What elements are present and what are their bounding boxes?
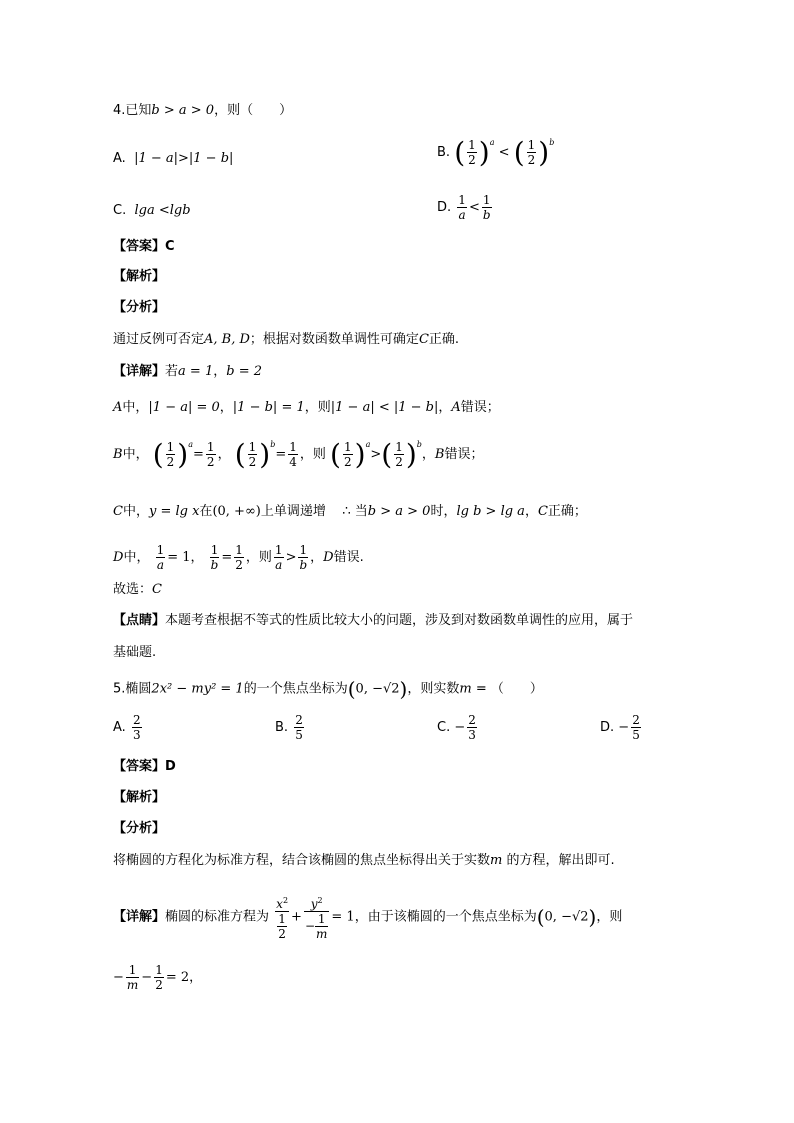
q5-option-c: [437, 713, 479, 742]
option-expr: |1 − a|>|1 − b|: [134, 151, 234, 166]
q4-option-a: [113, 150, 233, 168]
q5-option-b: [275, 713, 306, 742]
text: 将椭圆的方程化为标准方程，结合该椭圆的焦点坐标得出关于实数: [113, 853, 491, 868]
q5-detail: 【详解】椭圆的标准方程为 $\frac{x^2}{\frac{1}{2}}$ + $y^2$ − $\frac{1}{m}$ = 1，由于该椭圆的一个焦点坐标为(0, −√2)，则: [113, 895, 623, 941]
math: m: [459, 681, 472, 697]
answer-tag: 【答案】: [113, 759, 166, 774]
frac-den: 5: [295, 728, 303, 742]
math: D: [323, 550, 334, 565]
frac-den: a: [156, 558, 164, 572]
option-label: C.: [437, 720, 451, 735]
text: ，则实数: [407, 681, 460, 697]
frac-num: 1: [156, 543, 165, 557]
frac-den: 2: [155, 978, 163, 992]
detail-tag: 【详解】: [113, 364, 166, 379]
math: |1 − a| = 0: [148, 400, 220, 415]
frac-den: 2: [527, 153, 536, 167]
exponent: a: [365, 440, 371, 449]
minus: −: [454, 720, 466, 735]
text: 椭圆的标准方程为: [165, 909, 270, 925]
frac-num: 2: [468, 713, 476, 727]
q4-analysis-tag: 【解析】: [113, 269, 166, 284]
frac-den: m: [126, 978, 139, 992]
math: 0, −√2: [544, 909, 589, 925]
frac-den: b: [299, 558, 308, 572]
q4-answer: [113, 238, 175, 256]
frac-num: 1: [527, 138, 536, 152]
math: m: [490, 853, 503, 868]
frac-den: 3: [132, 728, 141, 742]
text: ，: [213, 364, 227, 379]
frac-num: 1: [248, 440, 257, 454]
frac-den: [275, 912, 289, 941]
math: b = 2: [226, 364, 262, 379]
text: ，则: [304, 400, 331, 415]
q4-line-a: A中，|1 − a| = 0，|1 − b| = 1，则|1 − a| < |1 − b|，A错误；: [113, 400, 500, 415]
q5-analysis-tag: 【解析】: [113, 790, 166, 805]
math: C: [537, 504, 548, 519]
frac-den: 2: [235, 558, 243, 572]
text: 错误；: [444, 447, 484, 462]
minus: −: [304, 918, 316, 933]
greater-than: >: [285, 550, 297, 565]
q4-line-d: D中， $\frac{1}{a}$ = 1， $\frac{1}{b}$ = $\frac{1}{2}$ ，则 $\frac{1}{a}$ > $\frac{1}{b}$ ，D错误.: [113, 543, 364, 572]
frac-num: $y^2$: [304, 894, 329, 912]
frac-den: 2: [248, 455, 257, 469]
math: 0, −√2: [355, 681, 400, 697]
greater-than: >: [370, 447, 382, 462]
frac-den: 2: [278, 926, 286, 941]
math: A: [113, 400, 123, 415]
math: a = 1: [178, 364, 214, 379]
frac-num: 1: [235, 543, 243, 557]
option-label: B.: [275, 720, 289, 735]
text: 本题考查根据不等式的性质比较大小的问题，涉及到对数函数单调性的应用，属于: [165, 613, 634, 628]
q4-option-c: [113, 202, 191, 220]
detail-tag: 【详解】: [113, 909, 166, 925]
answer-value: C: [165, 239, 175, 254]
text: 中，: [122, 447, 149, 462]
exponent: a: [188, 440, 194, 449]
frac-num: $x^2$: [276, 895, 289, 911]
frac-num: 1: [458, 193, 466, 207]
frac-num: 1: [206, 440, 215, 454]
answer-value: D: [165, 759, 176, 774]
text: 椭圆: [125, 681, 152, 697]
q4-comment-1: [113, 612, 633, 630]
frac-den: b: [482, 208, 491, 222]
option-label: B.: [437, 145, 451, 160]
frac-num: 1: [395, 440, 403, 454]
option-label: C.: [113, 203, 127, 218]
frac-num: 1: [278, 911, 286, 926]
exponent: b: [270, 440, 276, 449]
q4-choose: [113, 581, 162, 599]
frac-num: 1: [468, 138, 476, 152]
option-expr: lga <lgb: [134, 203, 191, 218]
text: 错误.: [333, 550, 364, 565]
frac-num: 1: [343, 440, 352, 454]
frac-num: 1: [299, 543, 308, 557]
frac-num: 2: [632, 713, 640, 727]
option-label: D.: [437, 200, 452, 215]
math: C: [152, 582, 162, 597]
q5-answer: [113, 758, 176, 776]
frac-num: 1: [166, 440, 175, 454]
text: 中，: [123, 550, 150, 565]
option-label: A.: [113, 720, 126, 735]
q4-stem: [113, 102, 292, 120]
text: 中，: [122, 504, 149, 519]
option-label: D.: [600, 720, 615, 735]
q4-option-b: B. ( $\frac{1}{2}$ )$^a$ < ( $\frac{1}{2}$ )$^b$: [437, 135, 555, 169]
math: b > a > 0: [367, 504, 431, 519]
q4-fenxi-text: [113, 331, 459, 349]
q5-option-a: [113, 713, 144, 742]
minus: −: [141, 970, 153, 985]
exponent: b: [549, 138, 555, 147]
minus: −: [113, 970, 124, 985]
q4-detail: [113, 363, 262, 381]
q5-stem: 5.椭圆2x² − my² = 1的一个焦点坐标为(0, −√2)，则实数m = （ ）: [113, 677, 543, 701]
q4-option-d: [437, 193, 494, 222]
option-label: A.: [113, 151, 126, 166]
frac-num: 1: [289, 440, 297, 454]
math: = 2: [165, 970, 190, 985]
text: 的方程，解出即可.: [502, 853, 615, 868]
frac-den: [304, 912, 329, 941]
text: ，则: [299, 447, 326, 462]
text: ，: [189, 970, 203, 985]
q4-number: 4.: [113, 103, 126, 118]
exponent: a: [489, 138, 495, 147]
q4-stem-end: ，则（ ）: [214, 103, 293, 118]
frac-den: 3: [468, 728, 476, 742]
frac-den: a: [458, 208, 466, 222]
q4-fenxi-tag: 【分析】: [113, 300, 166, 315]
frac-num: 1: [274, 543, 283, 557]
math: C: [113, 504, 123, 519]
q4-stem-text: 已知: [125, 103, 152, 118]
less-than: <: [498, 145, 510, 160]
text: 若: [165, 364, 179, 379]
q5-fenxi-text: [113, 852, 615, 870]
math: |1 − a| < |1 − b|: [330, 400, 439, 415]
text: 时，: [430, 504, 457, 519]
text: ，由于该椭圆的一个焦点坐标为: [354, 909, 537, 925]
math: B: [113, 447, 123, 462]
math: = 1: [167, 550, 191, 565]
frac-den: 2: [395, 455, 403, 469]
math: lg b > lg a: [456, 504, 525, 519]
q4-line-b: B中， ( $\frac{1}{2}$ )$^a$= $\frac{1}{2}$ ， ( $\frac{1}{2}$ )$^b$= $\frac{1}{4}$ ，则 ( $\frac{1}{2}$ )$^a$>( $\frac{1}{2}$ )$^b$，B错误；: [113, 437, 484, 471]
math: = 1: [331, 909, 355, 925]
q4-line-c: C中，y = lg x在(0, +∞)上单调递增 ∴ 当b > a > 0时，lg b > lg a，C正确；: [113, 504, 587, 519]
text: 故选：: [113, 582, 153, 597]
math: (0, +∞): [212, 504, 261, 519]
frac-den: a: [275, 558, 283, 572]
text: ∴ 当: [342, 504, 368, 519]
math: D: [113, 550, 124, 565]
frac-num: 1: [315, 912, 328, 927]
text: ，则: [245, 550, 272, 565]
less-than: <: [468, 200, 480, 215]
frac-den: 2: [166, 455, 175, 469]
frac-num: 2: [295, 713, 303, 727]
q5-last-line: [113, 963, 202, 992]
text: 通过反例可否定: [113, 332, 205, 347]
text: = （ ）: [471, 681, 543, 697]
q5-fenxi-tag: 【分析】: [113, 821, 166, 836]
text: 在: [199, 504, 213, 519]
text: 中，: [122, 400, 149, 415]
frac-den: 4: [289, 455, 297, 469]
comment-tag: 【点睛】: [113, 613, 166, 628]
frac-num: 2: [132, 713, 141, 727]
q4-comment-2: 基础题.: [113, 645, 157, 660]
frac-den: 2: [343, 455, 352, 469]
answer-tag: 【答案】: [113, 239, 166, 254]
math: 2x² − my² = 1: [151, 681, 244, 697]
text: 错误；: [460, 400, 500, 415]
math: |1 − b| = 1: [232, 400, 305, 415]
frac-num: 1: [210, 543, 219, 557]
q5-option-d: [600, 713, 643, 742]
frac-den: 2: [206, 455, 215, 469]
text: 上单调递增: [260, 504, 326, 519]
math: C: [418, 332, 429, 347]
q4-condition: b > a > 0: [151, 103, 215, 118]
math: B: [434, 447, 445, 462]
text: 正确.: [428, 332, 460, 347]
math: y = lg x: [148, 504, 200, 519]
frac-num: 1: [126, 963, 139, 978]
frac-den: m: [316, 926, 328, 941]
text: 正确；: [547, 504, 587, 519]
math: A: [451, 400, 461, 415]
text: ；根据对数函数单调性可确定: [249, 332, 419, 347]
exponent: b: [416, 440, 422, 449]
frac-num: 1: [155, 963, 163, 977]
frac-den: b: [210, 558, 219, 572]
minus: −: [618, 720, 630, 735]
frac-den: 5: [632, 728, 640, 742]
frac-num: 1: [482, 193, 491, 207]
text: ，则: [596, 909, 623, 925]
frac-den: 2: [468, 153, 476, 167]
q5-number: 5.: [113, 681, 126, 697]
text: 的一个焦点坐标为: [243, 681, 348, 697]
math: A, B, D: [204, 332, 250, 347]
